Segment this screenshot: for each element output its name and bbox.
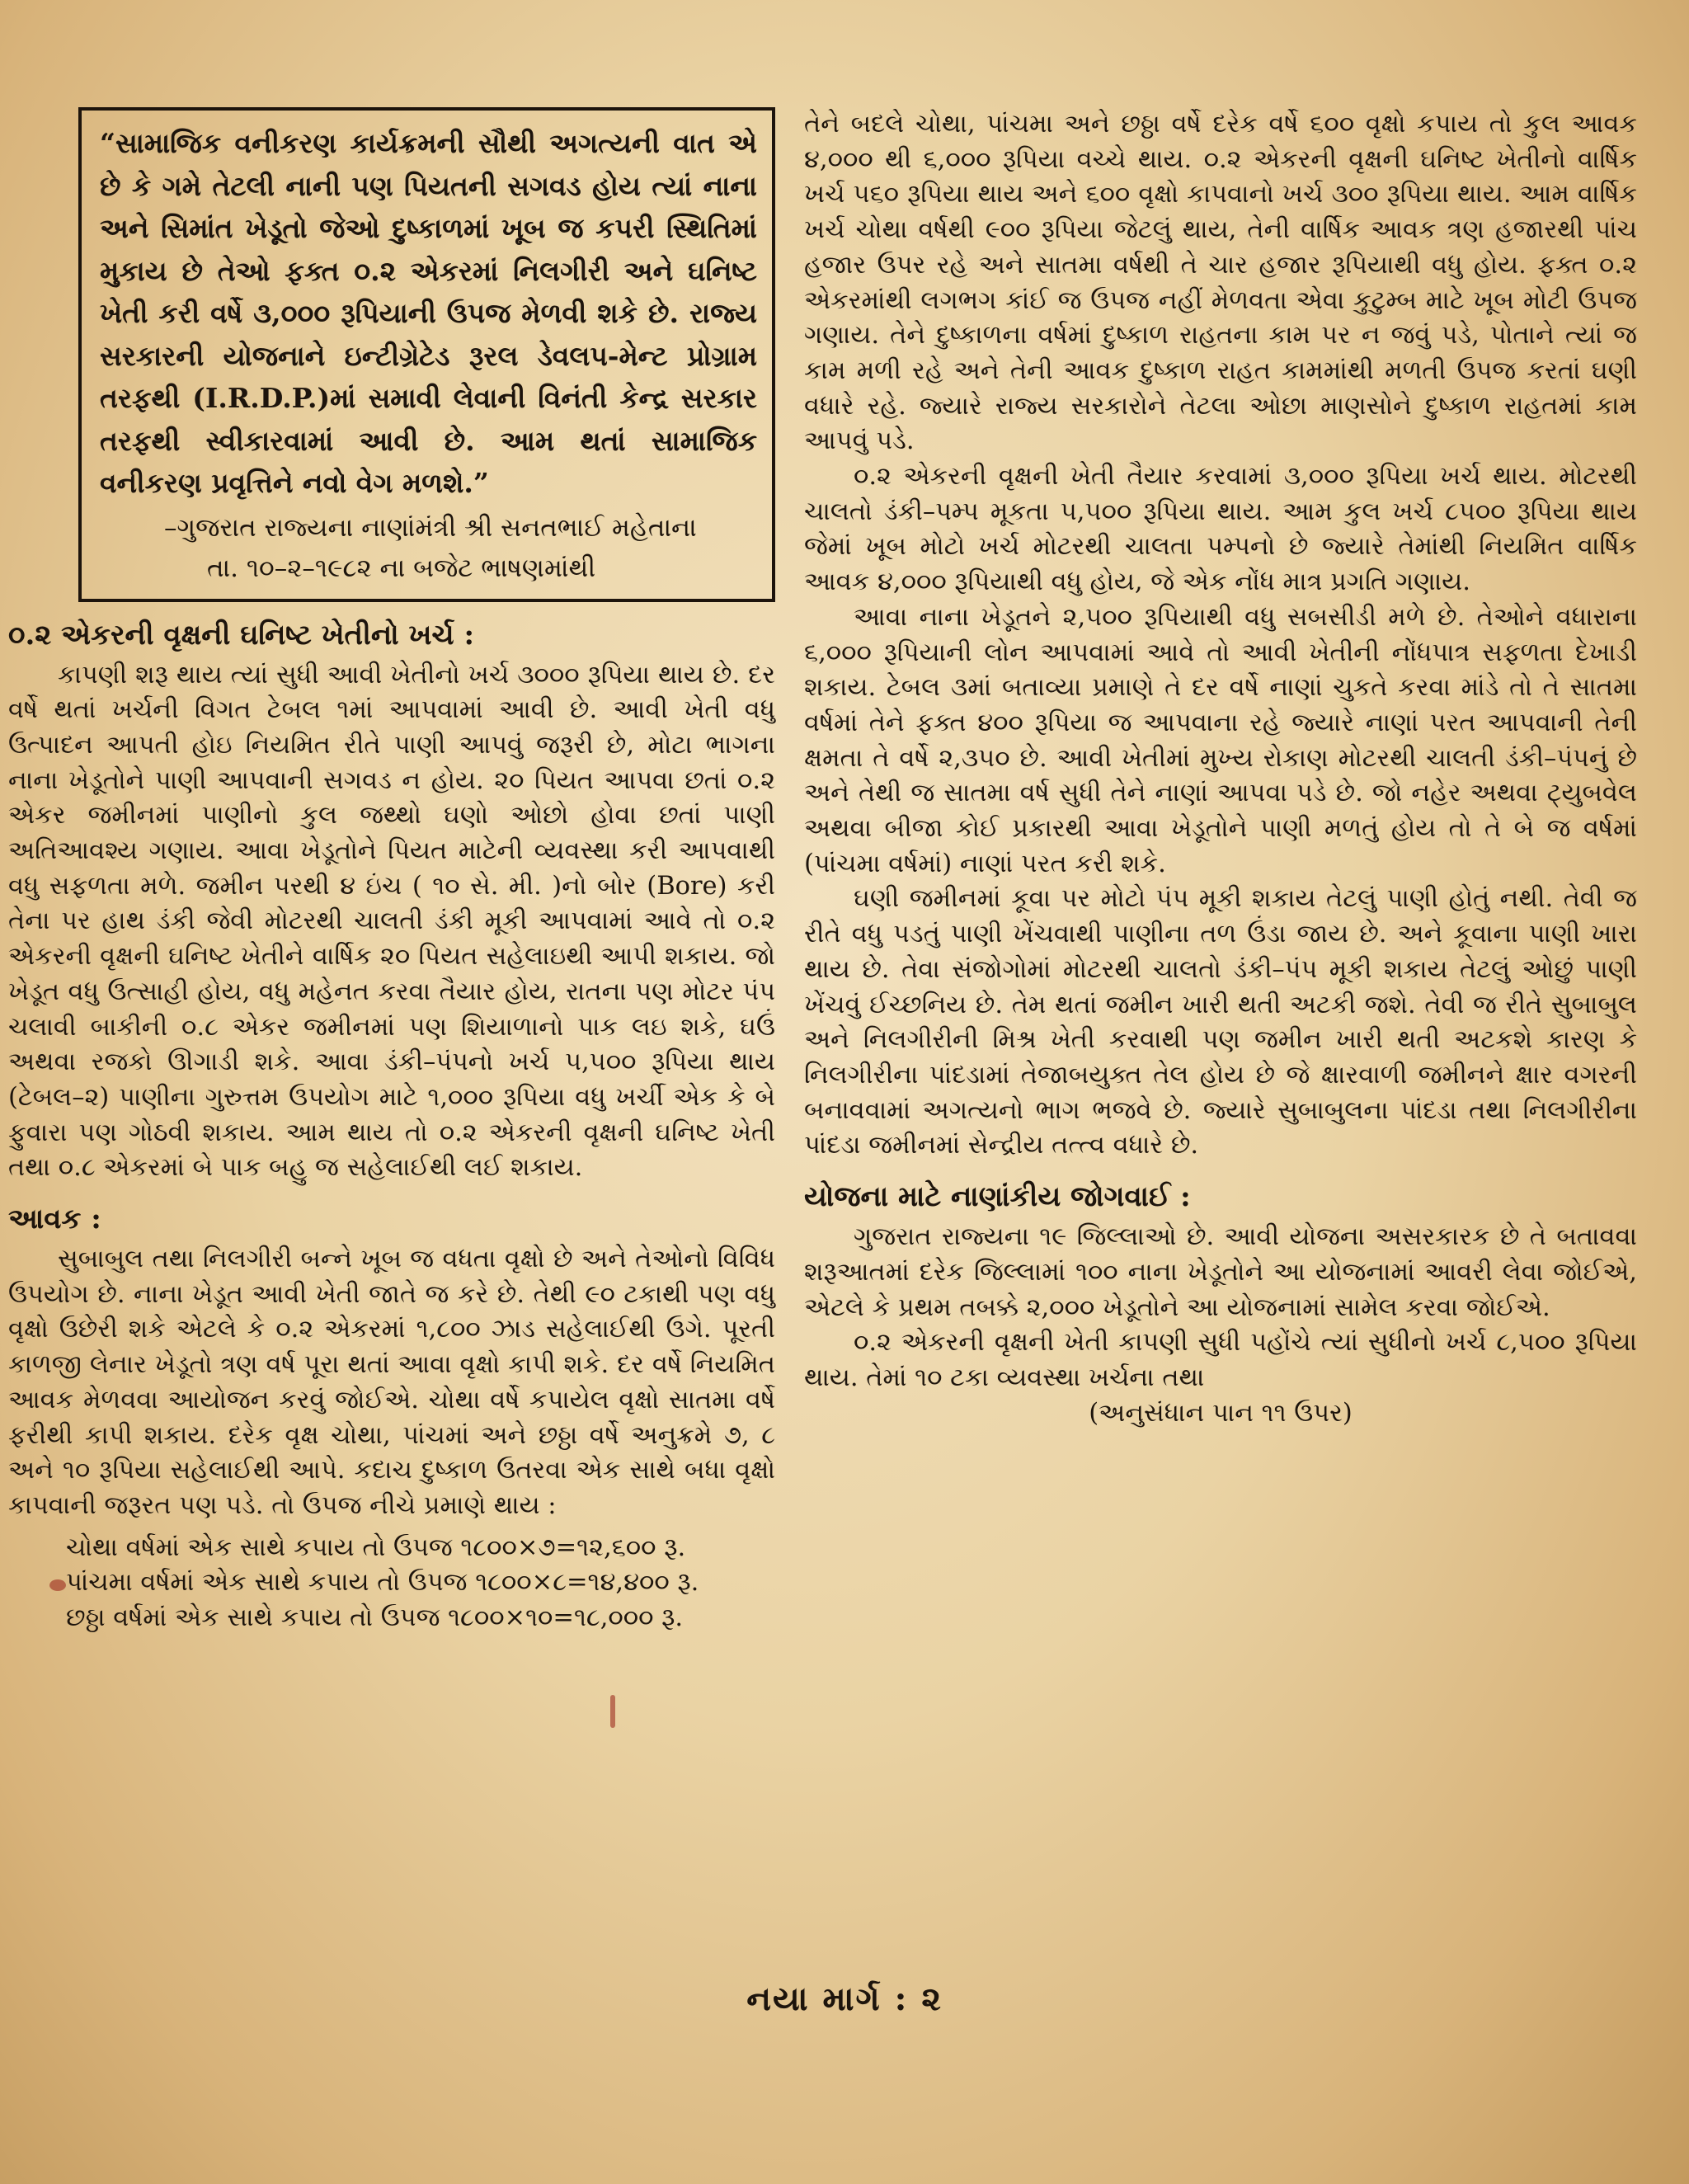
yield-list-item: પાંચમા વર્ષમાં એક સાથે કપાય તો ઉપજ ૧૮૦૦×૮=૧૪,૪૦૦ રૂ.: [66, 1568, 699, 1598]
yield-list: [66, 1531, 775, 1636]
section-heading-finance: યોજના માટે નાણાંકીય જોગવાઈ :: [804, 1180, 1191, 1214]
yield-list-item: છઠ્ઠા વર્ષમાં એક સાથે કપાય તો ઉપજ ૧૮૦૦×૧૦=૧૮,૦૦૦ રૂ.: [66, 1603, 684, 1633]
left-column: [8, 107, 775, 1636]
section-heading-cost: ૦.૨ એકરની વૃક્ષની ઘનિષ્ટ ખેતીનો ખર્ચ :: [8, 618, 475, 652]
right-column: [804, 107, 1637, 1431]
yield-list-item: ચોથા વર્ષમાં એક સાથે કપાય તો ઉપજ ૧૮૦૦×૭=૧૨,૬૦૦ રૂ.: [66, 1532, 686, 1562]
quote-box: [78, 107, 775, 602]
quote-attribution-date: તા. ૧૦–૨–૧૯૮૨ ના બજેટ ભાષણમાંથી: [207, 553, 596, 583]
paragraph-water-salinity: ઘણી જમીનમાં કૂવા પર મોટો પંપ મૂકી શકાય તેટલું પાણી હોતું નથી. તેવી જ રીતે વધુ પડતું પાણી ખેંચવાથી પાણીના તળ ઉંડા જાય છે. અને કૂવાના પાણી ખારા થાય છે. તેવા સંજોગોમાં મોટરથી ચાલતો ડંકી–પંપ મૂકી શકાય તેટલું ઓછું પાણી ખેંચવું ઈચ્છનિય છે. તેમ થતાં જમીન ખારી થતી અટકી જશે. તેવી જ રીતે સુબાબુલ અને નિલગીરીની મિશ્ર ખેતી કરવાથી પણ જમીન ખારી થતી અટકશે કારણ કે નિલગીરીના પાંદડામાં તેજાબયુક્ત તેલ હોય છે જે ક્ષારવાળી જમીનને ક્ષાર વગરની બનાવવામાં અગત્યનો ભાગ ભજવે છે. જ્યારે સુબાબુલના પાંદડા તથા નિલગીરીના પાંદડા જમીનમાં સેન્દ્રીય તત્ત્વ વધારે છે.: [804, 884, 1637, 1160]
paragraph-cost: કાપણી શરૂ થાય ત્યાં સુધી આવી ખેતીનો ખર્ચ ૩૦૦૦ રૂપિયા થાય છે. દર વર્ષે થતાં ખર્ચની વિગત ટેબલ ૧માં આપવામાં આવી છે. આવી ખેતી વધુ ઉત્પાદન આપતી હોઇ નિયમિત રીતે પાણી આપવું જરૂરી છે, મોટા ભાગના નાના ખેડૂતોને પાણી આપવાની સગવડ ન હોય. ૨૦ પિયત આપવા છતાં ૦.૨ એકર જમીનમાં પાણીનો કુલ જથ્થો ઘણો ઓછો હોવા છતાં પાણી અતિઆવશ્ય ગણાય. આવા ખેડૂતોને પિયત માટેની વ્યવસ્થા કરી આપવાથી વધુ સફળતા મળે. જમીન પરથી ૪ ઇંચ ( ૧૦ સે. મી. )નો બોર (Bore) કરી તેના પર હાથ ડંકી જેવી મોટરથી ચાલતી ડંકી મૂકી આપવામાં આવે તો ૦.૨ એકરની વૃક્ષની ઘનિષ્ટ ખેતીને વાર્ષિક ૨૦ પિયત સહેલાઇથી આપી શકાય. જો ખેડૂત વધુ ઉત્સાહી હોય, વધુ મહેનત કરવા તૈયાર હોય, રાતના પણ મોટર પંપ ચલાવી બાકીની ૦.૮ એકર જમીનમાં પણ શિયાળાનો પાક લઇ શકે, ઘઉં અથવા રજકો ઊગાડી શકે. આવા ડંકી–પંપનો ખર્ચ ૫,૫૦૦ રૂપિયા થાય (ટેબલ–૨) પાણીના ગુરુત્તમ ઉપયોગ માટે ૧,૦૦૦ રૂપિયા વધુ ખર્ચી એક કે બે ફુવારા પણ ગોઠવી શકાય. આમ થાય તો ૦.૨ એકરની વૃક્ષની ઘનિષ્ટ ખેતી તથા ૦.૮ એકરમાં બે પાક બહુ જ સહેલાઈથી લઈ શકાય.: [8, 660, 775, 1183]
paragraph-income: સુબાબુલ તથા નિલગીરી બન્ને ખૂબ જ વધતા વૃક્ષો છે અને તેઓનો વિવિધ ઉપયોગ છે. નાના ખેડૂત આવી ખેતી જાતે જ કરે છે. તેથી ૯૦ ટકાથી પણ વધુ વૃક્ષો ઉછેરી શકે એટલે કે ૦.૨ એકરમાં ૧,૮૦૦ ઝાડ સહેલાઈથી ઉગે. પૂરતી કાળજી લેનાર ખેડૂતો ત્રણ વર્ષ પૂરા થતાં આવા વૃક્ષો કાપી શકે. દર વર્ષે નિયમિત આવક મેળવવા આયોજન કરવું જોઈએ. ચોથા વર્ષે કપાયેલ વૃક્ષો સાતમા વર્ષે ફરીથી કાપી શકાય. દરેક વૃક્ષ ચોથા, પાંચમાં અને છઠ્ઠા વર્ષે અનુક્રમે ૭, ૮ અને ૧૦ રૂપિયા સહેલાઈથી આપે. કદાચ દુષ્કાળ ઉતરવા એક સાથે બધા વૃક્ષો કાપવાની જરૂરત પણ પડે. તો ઉપજ નીચે પ્રમાણે થાય :: [8, 1245, 775, 1520]
page-footer: નયા માર્ગ : ૨: [746, 1979, 943, 2018]
paragraph-total-cost: ૦.૨ એકરની વૃક્ષની ખેતી કાપણી સુધી પહોંચે ત્યાં સુધીનો ખર્ચ ૮,૫૦૦ રૂપિયા થાય. તેમાં ૧૦ ટકા વ્યવસ્થા ખર્ચના તથા: [804, 1328, 1637, 1392]
paragraph-subsidy-loan: આવા નાના ખેડૂતને ૨,૫૦૦ રૂપિયાથી વધુ સબસીડી મળે છે. તેઓને વધારાના ૬,૦૦૦ રૂપિયાની લોન આપવામાં આવે તો આવી ખેતીની નોંધપાત્ર સફળતા દેખાડી શકાય. ટેબલ ૩માં બતાવ્યા પ્રમાણે તે દર વર્ષે નાણાં ચુકતે કરવા માંડે તો તે સાતમા વર્ષમાં તેને ફક્ત ૪૦૦ રૂપિયા જ આપવાના રહે જ્યારે નાણાં પરત આપવાની તેની ક્ષમતા તે વર્ષે ૨,૩૫૦ છે. આવી ખેતીમાં મુખ્ય રોકાણ મોટરથી ચાલતી ડંકી–પંપનું છે અને તેથી જ સાતમા વર્ષ સુધી તેને નાણાં આપવા પડે છે. જો નહેર અથવા ટ્યુબવેલ અથવા બીજા કોઈ પ્રકારથી આવા ખેડૂતોને પાણી મળતું હોય તો તે બે જ વર્ષમાં (પાંચમા વર્ષમાં) નાણાં પરત કરી શકે.: [804, 602, 1637, 878]
paragraph-setup-cost: ૦.૨ એકરની વૃક્ષની ખેતી તૈયાર કરવામાં ૩,૦૦૦ રૂપિયા ખર્ચ થાય. મોટરથી ચાલતો ડંકી–પમ્પ મૂકતા ૫,૫૦૦ રૂપિયા થાય. આમ કુલ ખર્ચ ૮૫૦૦ રૂપિયા થાય જેમાં ખૂબ મોટો ખર્ચ મોટરથી ચાલતા પમ્પનો છે જ્યારે તેમાંથી નિયમિત વાર્ષિક આવક ૪,૦૦૦ રૂપિયાથી વધુ હોય, જે એક નોંધ માત્ર પ્રગતિ ગણાય.: [804, 462, 1637, 597]
quote-attribution: –ગુજરાત રાજ્યના નાણાંમંત્રી શ્રી સનતભાઈ મહેતાના: [164, 512, 697, 543]
quote-text: “સામાજિક વનીકરણ કાર્યક્રમની સૌથી અગત્યની વાત એ છે કે ગમે તેટલી નાની પણ પિયતની સગવડ હોય ત્યાં નાના અને સિમાંત ખેડૂતો જેઓ દુષ્કાળમાં ખૂબ જ કપરી સ્થિતિમાં મુકાય છે તેઓ ફક્ત ૦.૨ એકરમાં નિલગીરી અને ઘનિષ્ટ ખેતી કરી વર્ષે ૩,૦૦૦ રૂપિયાની ઉપજ મેળવી શકે છે. રાજ્ય સરકારની યોજનાને ઇન્ટીગ્રેટેડ રૂરલ ડેવલપ-મેન્ટ પ્રોગ્રામ તરફથી (I.R.D.P.)માં સમાવી લેવાની વિનંતી કેન્દ્ર સરકાર તરફથી સ્વીકારવામાં આવી છે. આમ થતાં સામાજિક વનીકરણ પ્રવૃત્તિને નવો વેગ મળશે.”: [100, 127, 757, 499]
continued-note: (અનુસંધાન પાન ૧૧ ઉપર): [1089, 1398, 1353, 1428]
ink-stain: [610, 1695, 615, 1728]
ink-stain: [49, 1579, 66, 1591]
paragraph-annual-income: તેને બદલે ચોથા, પાંચમા અને છઠ્ઠા વર્ષે દરેક વર્ષે ૬૦૦ વૃક્ષો કપાય તો કુલ આવક ૪,૦૦૦ થી ૬,૦૦૦ રૂપિયા વચ્ચે થાય. ૦.૨ એકરની વૃક્ષની ઘનિષ્ટ ખેતીનો વાર્ષિક ખર્ચ ૫૬૦ રૂપિયા થાય અને ૬૦૦ વૃક્ષો કાપવાનો ખર્ચ ૩૦૦ રૂપિયા થાય. આમ વાર્ષિક ખર્ચ ચોથા વર્ષથી ૯૦૦ રૂપિયા જેટલું થાય, તેની વાર્ષિક આવક ત્રણ હજારથી પાંચ હજાર ઉપર રહે અને સાતમા વર્ષથી તે ચાર હજાર રૂપિયાથી વધુ હોય. ફક્ત ૦.૨ એકરમાંથી લગભગ કાંઈ જ ઉપજ નહીં મેળવતા એવા કુટુમ્બ માટે ખૂબ મોટી ઉપજ ગણાય. તેને દુષ્કાળના વર્ષમાં દુષ્કાળ રાહતના કામ પર ન જવું પડે, પોતાને ત્યાં જ કામ મળી રહે અને તેની આવક દુષ્કાળ રાહત કામમાંથી મળતી ઉપજ કરતાં ઘણી વધારે રહે. જ્યારે રાજ્ય સરકારોને તેટલા ઓછા માણસોને દુષ્કાળ રાહતમાં કામ આપવું પડે.: [804, 110, 1637, 456]
section-heading-income: આવક :: [8, 1203, 101, 1236]
paragraph-districts: ગુજરાત રાજ્યના ૧૯ જિલ્લાઓ છે. આવી યોજના અસરકારક છે તે બતાવવા શરૂઆતમાં દરેક જિલ્લામાં ૧૦૦ નાના ખેડૂતોને આ યોજનામાં આવરી લેવા જોઈએ, એટલે કે પ્રથમ તબક્કે ૨,૦૦૦ ખેડૂતોને આ યોજનામાં સામેલ કરવા જોઈએ.: [804, 1222, 1637, 1322]
